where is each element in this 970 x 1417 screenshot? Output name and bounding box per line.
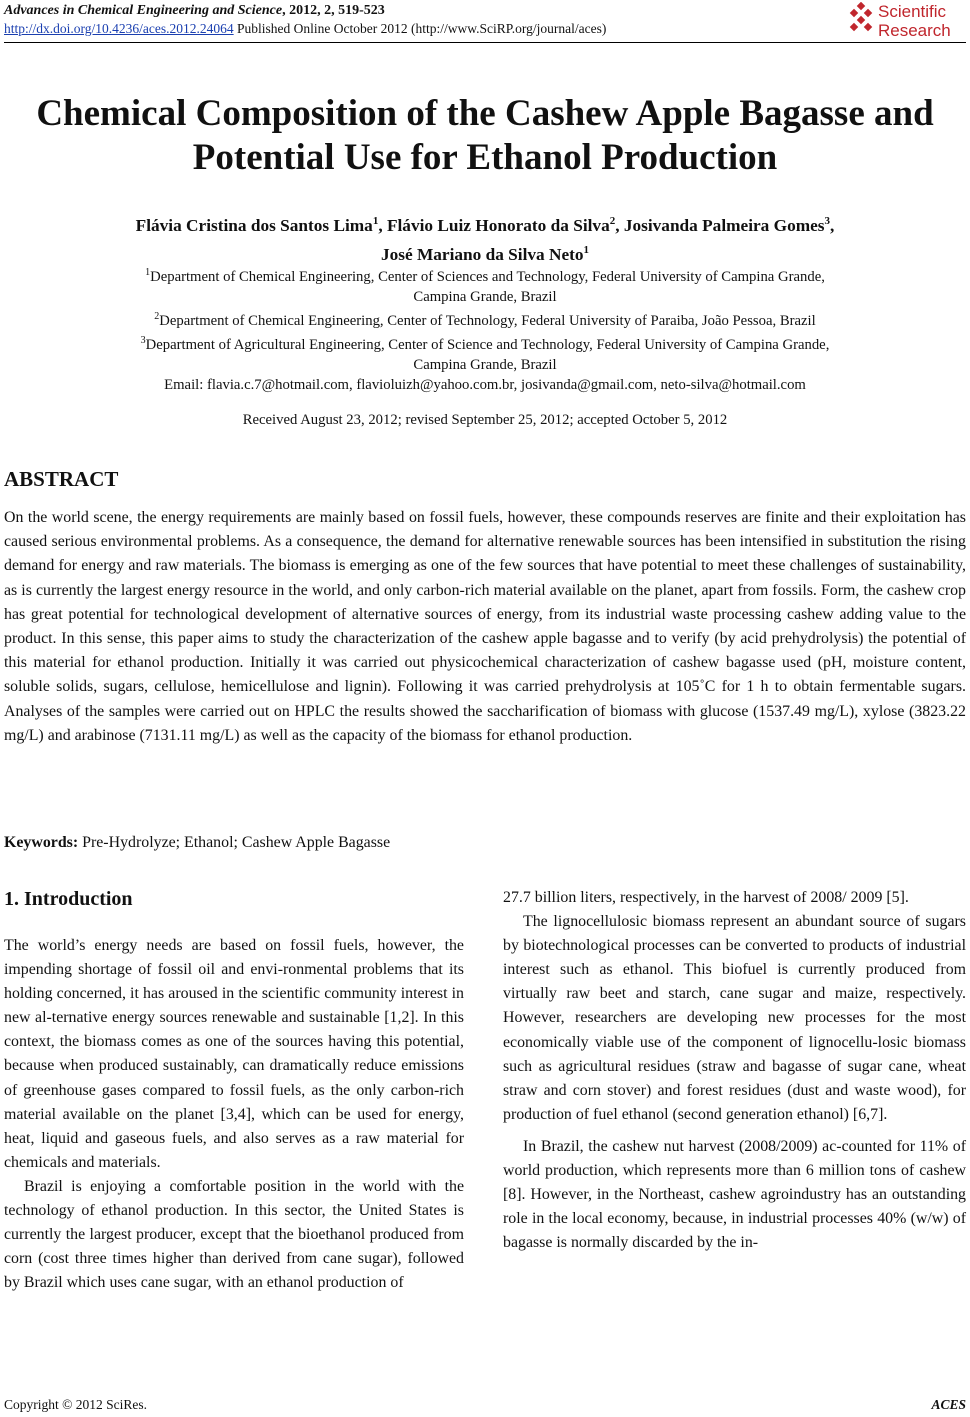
publisher-logo <box>848 2 966 42</box>
journal-citation <box>4 2 385 20</box>
affiliation-1-cont: Campina Grande, Brazil <box>413 288 557 305</box>
keywords <box>4 832 390 854</box>
title-line1: Chemical Composition of the Cashew Apple Bagasse and <box>36 93 934 134</box>
copyright: Copyright © 2012 SciRes. <box>4 1397 148 1412</box>
affil-text: Department of Agricultural Engineering, Center of Science and Technology, Federal University of Campina Grande, <box>145 336 830 353</box>
abstract-heading: ABSTRACT <box>4 467 119 491</box>
author-sep: , <box>615 215 624 235</box>
received-dates: Received August 23, 2012; revised September 25, 2012; accepted October 5, 2012 <box>242 412 728 428</box>
author-sep: , <box>830 215 835 235</box>
section-heading-introduction: 1. Introduction <box>4 888 133 910</box>
affiliation-2 <box>0 307 970 331</box>
header-rule <box>4 42 966 43</box>
journal-meta: , 2012, 2, 519-523 <box>282 3 385 18</box>
logo-line2: Research <box>878 21 951 40</box>
keywords-text: Pre-Hydrolyze; Ethanol; Cashew Apple Bagasse <box>78 834 391 851</box>
affiliations <box>0 263 970 395</box>
paragraph: Brazil is enjoying a comfortable position in the world with the technology of ethanol production. In this sector, the United States is currently the largest producer, except that the bioethanol produced from corn (cost three times higher than derived from cane sugar), followed by Brazil which uses cane sugar, with an ethanol production of <box>4 1177 464 1292</box>
title-line2: Potential Use for Ethanol Production <box>192 137 778 178</box>
paragraph: The world’s energy needs are based on fossil fuels, however, the impending shortage of fossil oil and envi-ronmental problems that its holding concerned, it has aroused in the scientific community interest in new al-ternative energy sources renewable and sustainable [1,2]. In this context, the biomass comes as one of the sources having this potential, because when produced sustainably, can dramatically reduce emissions of greenhouse gases compared to fossil fuels, as the only carbon-rich material available on the planet [3,4], which can be used for energy, heat, liquid and gaseous fuels, and also serves as a raw material for chemicals and materials. <box>4 937 464 1171</box>
left-column <box>4 934 464 1295</box>
author-name: Josivanda Palmeira Gomes <box>623 215 825 235</box>
journal-name: Advances in Chemical Engineering and Science <box>4 3 283 18</box>
author-name: Flávio Luiz Honorato da Silva <box>386 215 610 235</box>
paragraph: 27.7 billion liters, respectively, in the harvest of 2008/ 2009 [5]. <box>503 889 909 906</box>
author-affil-sup: 1 <box>372 215 379 227</box>
paper-title <box>0 92 970 180</box>
author-name: Flávia Cristina dos Santos Lima <box>135 215 373 235</box>
affil-sup: 3 <box>140 334 146 346</box>
affiliation-3 <box>0 331 970 355</box>
abstract-text: On the world scene, the energy requirements are mainly based on fossil fuels, however, these compounds reserves are finite and their exploitation has caused serious environmental problems. As a consequence, the demand for alternative renewable sources has been intensified in substitution the rising demand for energy and raw materials. The biomass is emerging as one of the few sources that have potential to meet these challenges of sustainability, as is currently the largest energy resource in the world, and only carbon-rich material available on the planet, apart from fossils. Form, the cashew crop has great potential for technological development of alternative sources of energy, from its industrial waste processing cashew adding value to the product. In this sense, this paper aims to study the characterization of the cashew apple bagasse and to verify (by acid prehydrolysis) the potential of this material for ethanol production. Initially it was carried out physicochemical characterization of cashew bagasse used (pH, moisture content, soluble solids, sugars, cellulose, hemicellulose and lignin). Following it was carried prehydrolysis at 105˚C for 1 h to obtain fermentable sugars. Analyses of the samples were carried out on HPLC the results showed the saccharification of biomass with glucose (1537.49 mg/L), xylose (3823.22 mg/L) and arabinose (7131.11 mg/L) as well as the capacity of the biomass for ethanol production. <box>4 509 966 744</box>
author-affil-sup: 2 <box>609 215 616 227</box>
keywords-label: Keywords: <box>4 834 79 851</box>
author-list <box>0 209 970 267</box>
journal-header <box>4 2 966 46</box>
paragraph: In Brazil, the cashew nut harvest (2008/2009) ac-counted for 11% of world production, which represents more than 6 million tons of cashew [8]. However, in the Northeast, cashew agroindustry has an outstanding role in the local economy, because, in industrial processes 40% (w/w) of bagasse is normally discarded by the in- <box>503 1137 966 1252</box>
doi-line <box>4 20 606 38</box>
email-line: Email: flavia.c.7@hotmail.com, flavioluizh@yahoo.com.br, josivanda@gmail.com, neto-silva@hotmail.com <box>164 376 806 393</box>
paragraph: The lignocellulosic biomass represent an abundant source of sugars by biotechnological processes can be converted to products of industrial interest such as ethanol. This biofuel is currently produced from virtually raw beet and starch, cane sugar and maize, respectively. However, researchers are developing new processes for the most economically viable use of the component of lignocellu-losic biomass such as agricultural residues (straw and bagasse of sugar cane, wheat straw and corn stover) and forest residues (dust and waste wood), for production of fuel ethanol (second generation ethanol) [6,7]. <box>503 913 966 1123</box>
author-affil-sup: 1 <box>583 243 590 256</box>
logo-text <box>878 2 951 40</box>
affiliation-3-cont: Campina Grande, Brazil <box>413 356 557 373</box>
affil-sup: 2 <box>154 310 160 322</box>
right-column <box>503 886 966 1255</box>
doi-link[interactable]: http://dx.doi.org/10.4236/aces.2012.24064 <box>4 21 234 36</box>
logo-mark-icon <box>848 2 876 38</box>
author-sep: , <box>378 215 387 235</box>
author-name: José Mariano da Silva Neto <box>380 244 584 264</box>
logo-line1: Scientific <box>878 2 947 21</box>
affil-text: Department of Chemical Engineering, Center of Technology, Federal University of Paraiba, João Pessoa, Brazil <box>159 312 816 329</box>
author-line1 <box>0 209 970 238</box>
publication-info: Published Online October 2012 (http://www.SciRP.org/journal/aces) <box>233 21 607 36</box>
affil-sup: 1 <box>145 267 151 278</box>
affil-text: Department of Chemical Engineering, Center of Sciences and Technology, Federal University of Campina Grande, <box>150 268 825 285</box>
journal-abbr: ACES <box>931 1397 966 1412</box>
author-affil-sup: 3 <box>824 215 831 227</box>
affiliation-1 <box>0 263 970 287</box>
